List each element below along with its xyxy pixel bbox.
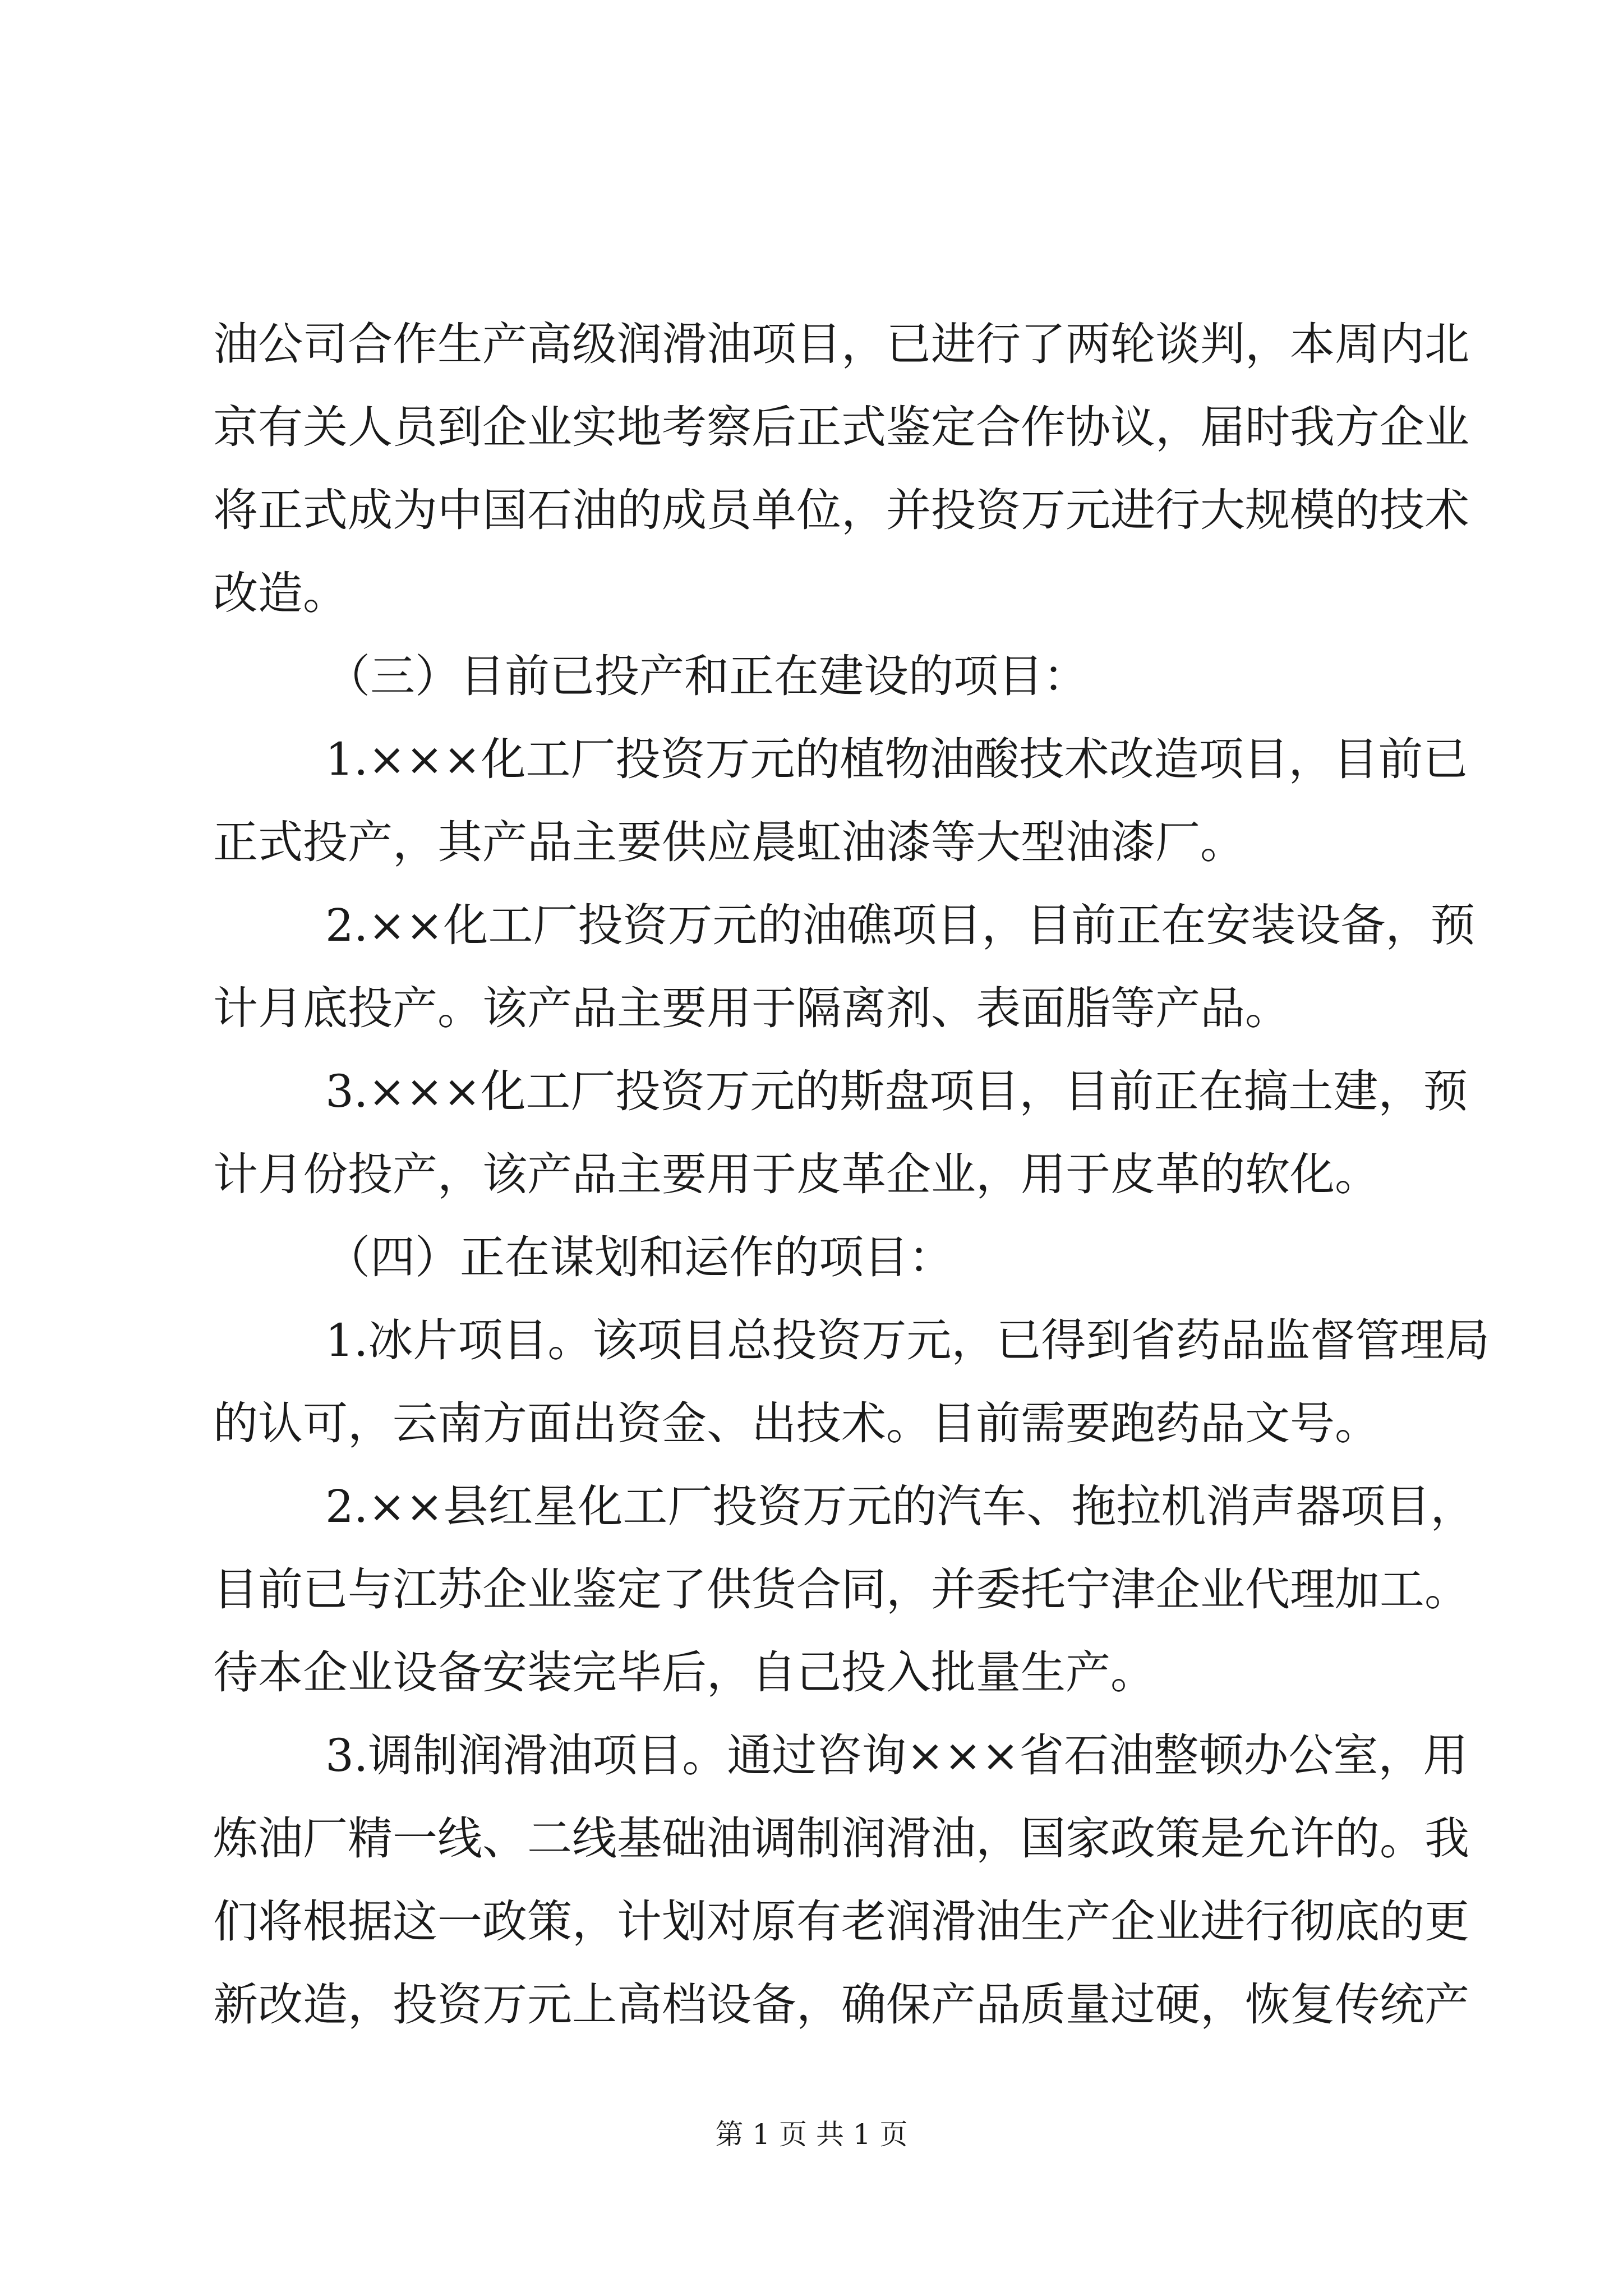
text-line: 新改造，投资万元上高档设备，确保产品质量过硬，恢复传统产: [213, 1978, 1469, 2031]
text-line: 目前已与江苏企业鉴定了供货合同，并委托宁津企业代理加工。: [213, 1563, 1469, 1616]
text-line: 们将根据这一政策，计划对原有老润滑油生产企业进行彻底的更: [213, 1895, 1469, 1948]
text-line: 京有关人员到企业实地考察后正式鉴定合作协议，届时我方企业: [213, 401, 1469, 453]
text-line: 油公司合作生产高级润滑油项目，已进行了两轮谈判，本周内北: [213, 318, 1469, 370]
section-heading: （三）目前已投产和正在建设的项目：: [325, 650, 1088, 702]
text-line: 1.冰片项目。该项目总投资万元，已得到省药品监督管理局: [325, 1314, 1490, 1366]
text-line: 将正式成为中国石油的成员单位，并投资万元进行大规模的技术: [213, 484, 1469, 536]
text-line: 正式投产，其产品主要供应晨虹油漆等大型油漆厂。: [213, 816, 1245, 868]
text-line: 计月份投产，该产品主要用于皮革企业，用于皮革的软化。: [213, 1148, 1380, 1200]
page-footer: 第 1 页 共 1 页: [715, 2118, 908, 2151]
text-line: 2.××县红星化工厂投资万元的汽车、拖拉机消声器项目，: [325, 1480, 1476, 1533]
text-line: 改造。: [213, 567, 348, 619]
section-heading: （四）正在谋划和运作的项目：: [325, 1231, 953, 1283]
text-line: 的认可，云南方面出资金、出技术。目前需要跑药品文号。: [213, 1397, 1380, 1450]
text-line: 3.调制润滑油项目。通过咨询×××省石油整顿办公室，用: [325, 1729, 1468, 1782]
text-line: 待本企业设备安装完毕后，自己投入批量生产。: [213, 1646, 1155, 1699]
text-line: 2.××化工厂投资万元的油礁项目，目前正在安装设备，预: [325, 899, 1476, 951]
text-line: 计月底投产。该产品主要用于隔离剂、表面脂等产品。: [213, 982, 1290, 1034]
text-line: 3.×××化工厂投资万元的斯盘项目，目前正在搞土建，预: [325, 1065, 1468, 1117]
text-line: 1.×××化工厂投资万元的植物油酸技术改造项目，目前已: [325, 733, 1468, 785]
text-line: 炼油厂精一线、二线基础油调制润滑油，国家政策是允许的。我: [213, 1812, 1469, 1865]
